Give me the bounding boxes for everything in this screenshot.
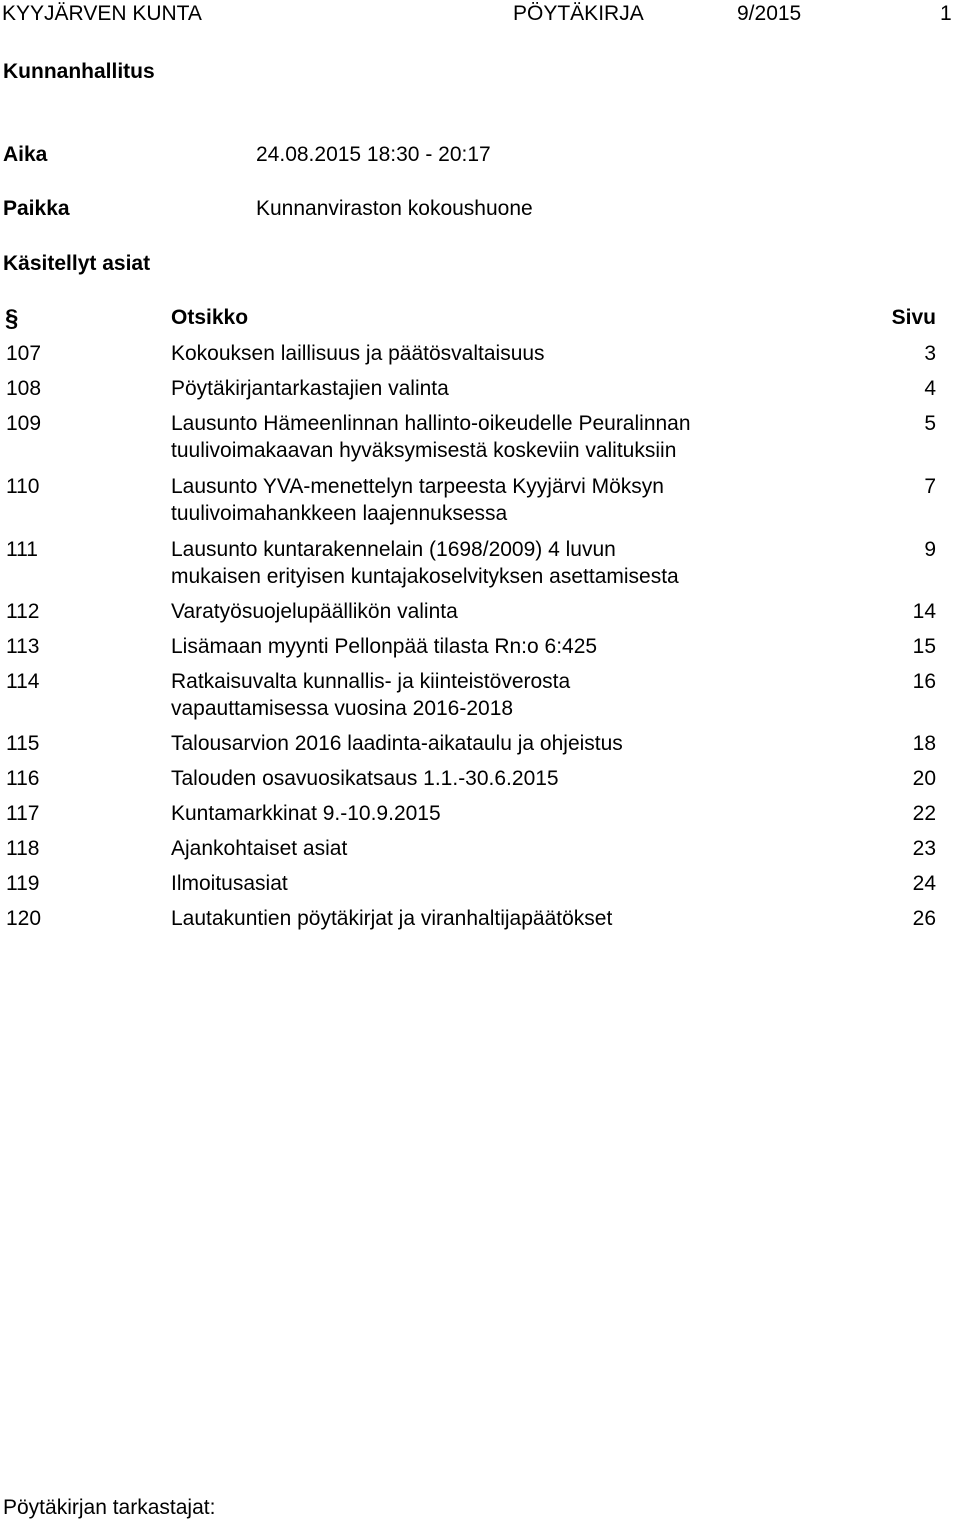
time-value: 24.08.2015 18:30 - 20:17 [256, 143, 491, 166]
agenda-item-page: 4 [924, 377, 936, 400]
agenda-item-page: 18 [912, 732, 936, 755]
organization-name: KYYJÄRVEN KUNTA [2, 2, 202, 25]
agenda-item-title: mukaisen erityisen kuntajakoselvityksen asettamisesta [171, 565, 679, 588]
agenda-item-page: 16 [912, 670, 936, 693]
place-value: Kunnanviraston kokoushuone [256, 197, 533, 220]
document-number: 9/2015 [737, 2, 802, 25]
agenda-item-page: 3 [924, 342, 936, 365]
agenda-item-title: vapauttamisessa vuosina 2016-2018 [171, 697, 514, 720]
agenda-item-title: Ajankohtaiset asiat [171, 837, 348, 860]
agenda-item-number: 119 [6, 872, 40, 895]
agenda-item-title: Talouden osavuosikatsaus 1.1.-30.6.2015 [171, 767, 559, 790]
agenda-item-page: 20 [912, 767, 936, 790]
agenda-item-number: 114 [6, 670, 40, 693]
section-title: Käsitellyt asiat [3, 252, 151, 275]
agenda-item-number: 110 [6, 475, 40, 498]
agenda-item-page: 15 [912, 635, 936, 658]
column-title-header: Otsikko [171, 306, 249, 329]
document-type: PÖYTÄKIRJA [513, 2, 644, 25]
agenda-item-page: 5 [924, 412, 936, 435]
agenda-item-number: 116 [6, 767, 40, 790]
agenda-item-page: 23 [912, 837, 936, 860]
agenda-item-number: 118 [6, 837, 40, 860]
body-name: Kunnanhallitus [3, 60, 155, 83]
agenda-item-title: Lausunto Hämeenlinnan hallinto-oikeudelle Peuralinnan [171, 412, 691, 435]
agenda-item-title: Ilmoitusasiat [171, 872, 288, 895]
agenda-item-page: 14 [912, 600, 936, 623]
agenda-item-title: Lautakuntien pöytäkirjat ja viranhaltijapäätökset [171, 907, 613, 930]
agenda-item-title: tuulivoimahankkeen laajennuksessa [171, 502, 508, 525]
agenda-item-number: 109 [6, 412, 42, 435]
reviewers-label: Pöytäkirjan tarkastajat: [3, 1496, 216, 1519]
agenda-item-title: Talousarvion 2016 laadinta-aikataulu ja ohjeistus [171, 732, 623, 755]
agenda-item-title: Pöytäkirjantarkastajien valinta [171, 377, 449, 400]
agenda-item-page: 22 [912, 802, 936, 825]
agenda-item-number: 108 [6, 377, 42, 400]
agenda-item-page: 9 [924, 538, 936, 561]
column-page-header: Sivu [891, 306, 936, 329]
agenda-item-title: tuulivoimakaavan hyväksymisestä koskeviin valituksiin [171, 439, 677, 462]
agenda-item-page: 26 [912, 907, 936, 930]
agenda-item-title: Varatyösuojelupäällikön valinta [171, 600, 458, 623]
page-number: 1 [940, 2, 952, 25]
agenda-item-number: 107 [6, 342, 42, 365]
agenda-item-number: 113 [6, 635, 40, 658]
agenda-item-title: Kuntamarkkinat 9.-10.9.2015 [171, 802, 441, 825]
agenda-item-number: 120 [6, 907, 42, 930]
agenda-item-title: Lisämaan myynti Pellonpää tilasta Rn:o 6:425 [171, 635, 598, 658]
place-label: Paikka [3, 197, 70, 220]
agenda-item-number: 117 [6, 802, 40, 825]
agenda-item-page: 7 [924, 475, 936, 498]
agenda-item-number: 112 [6, 600, 40, 623]
agenda-item-title: Lausunto YVA-menettelyn tarpeesta Kyyjärvi Möksyn [171, 475, 664, 498]
agenda-item-page: 24 [912, 872, 936, 895]
agenda-item-title: Lausunto kuntarakennelain (1698/2009) 4 luvun [171, 538, 616, 561]
time-label: Aika [3, 143, 48, 166]
agenda-item-number: 111 [6, 538, 38, 561]
section-sign: § [5, 305, 19, 332]
agenda-item-number: 115 [6, 732, 40, 755]
agenda-item-title: Ratkaisuvalta kunnallis- ja kiinteistöverosta [171, 670, 571, 693]
agenda-item-title: Kokouksen laillisuus ja päätösvaltaisuus [171, 342, 545, 365]
